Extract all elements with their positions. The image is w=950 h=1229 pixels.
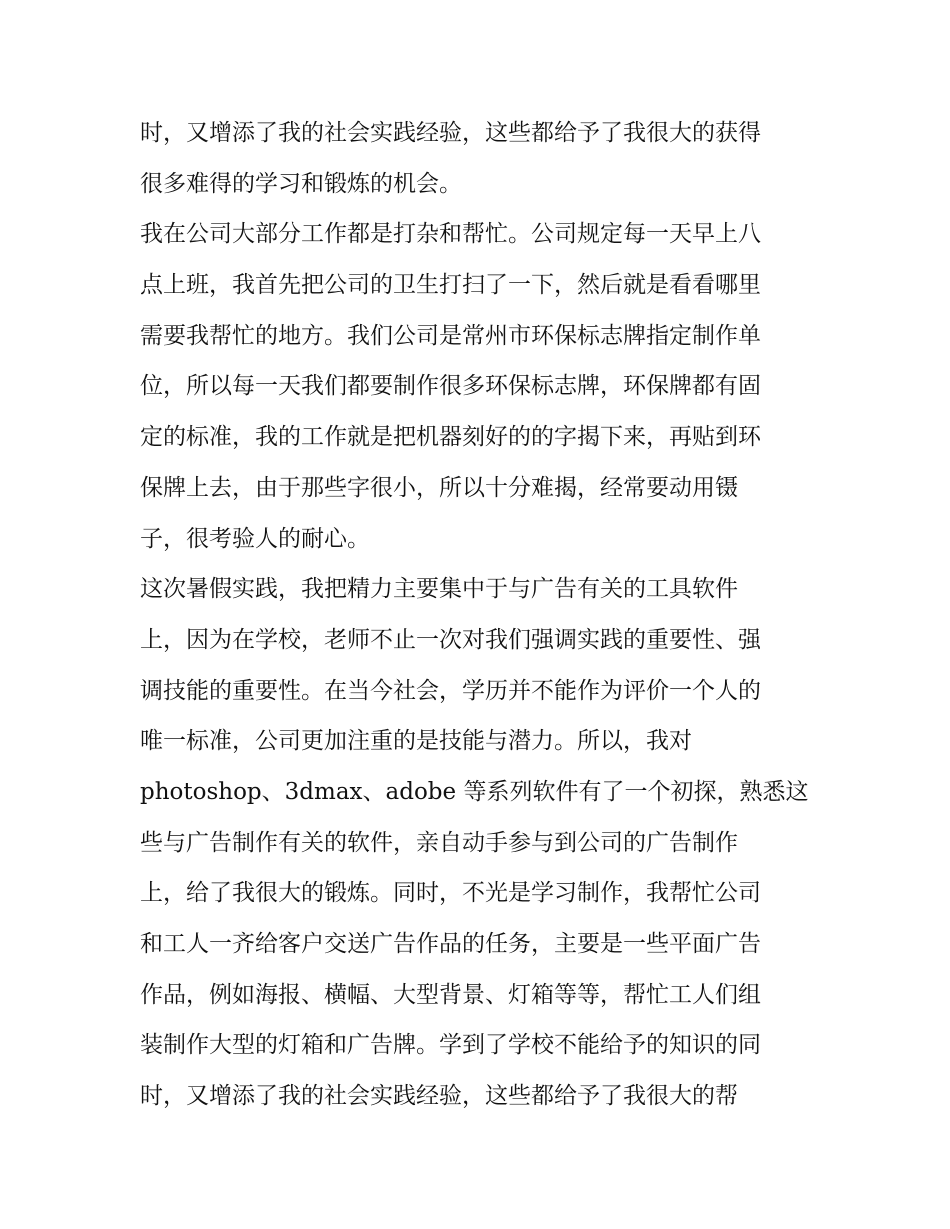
text-line: 定的标准，我的工作就是把机器刻好的的字揭下来，再贴到环 (140, 424, 761, 451)
text-line: 位，所以每一天我们都要制作很多环保标志牌，环保牌都有固 (140, 373, 761, 400)
text-line: 作品，例如海报、横幅、大型背景、灯箱等等，帮忙工人们组 (140, 981, 761, 1008)
text-line: 时，又增添了我的社会实践经验，这些都给予了我很大的获得 (140, 120, 761, 146)
text-line: 这次暑假实践，我把精力主要集中于与广告有关的工具软件 (140, 576, 738, 603)
text-line: 和工人一齐给客户交送广告作品的任务，主要是一些平面广告 (140, 931, 761, 957)
text-line: 上，因为在学校，老师不止一次对我们强调实践的重要性、强 (140, 626, 761, 653)
text-line: 点上班，我首先把公司的卫生打扫了一下，然后就是看看哪里 (140, 272, 761, 299)
body-text (140, 108, 820, 1122)
text-line: 上，给了我很大的锻炼。同时，不光是学习制作，我帮忙公司 (140, 880, 761, 907)
text-line: 装制作大型的灯箱和广告牌。学到了学校不能给予的知识的同 (140, 1032, 761, 1059)
text-line: 子，很考验人的耐心。 (140, 525, 370, 552)
text-line: 调技能的重要性。在当今社会，学历并不能作为评价一个人的 (140, 677, 761, 704)
text-line: 很多难得的学习和锻炼的机会。 (140, 170, 462, 197)
text-line: 唯一标准，公司更加注重的是技能与潜力。所以，我对 (140, 728, 692, 755)
text-line: 些与广告制作有关的软件，亲自动手参与到公司的广告制作 (140, 829, 738, 856)
text-line: 保牌上去，由于那些字很小，所以十分难揭，经常要动用镊 (140, 474, 738, 501)
text-line: photoshop、3dmax、adobe 等系列软件有了一个初探，熟悉这 (140, 778, 809, 805)
text-line: 时，又增添了我的社会实践经验，这些都给予了我很大的帮 (140, 1083, 738, 1110)
text-line: 需要我帮忙的地方。我们公司是常州市环保标志牌指定制作单 (140, 322, 761, 349)
text-line: 我在公司大部分工作都是打杂和帮忙。公司规定每一天早上八 (140, 221, 761, 248)
